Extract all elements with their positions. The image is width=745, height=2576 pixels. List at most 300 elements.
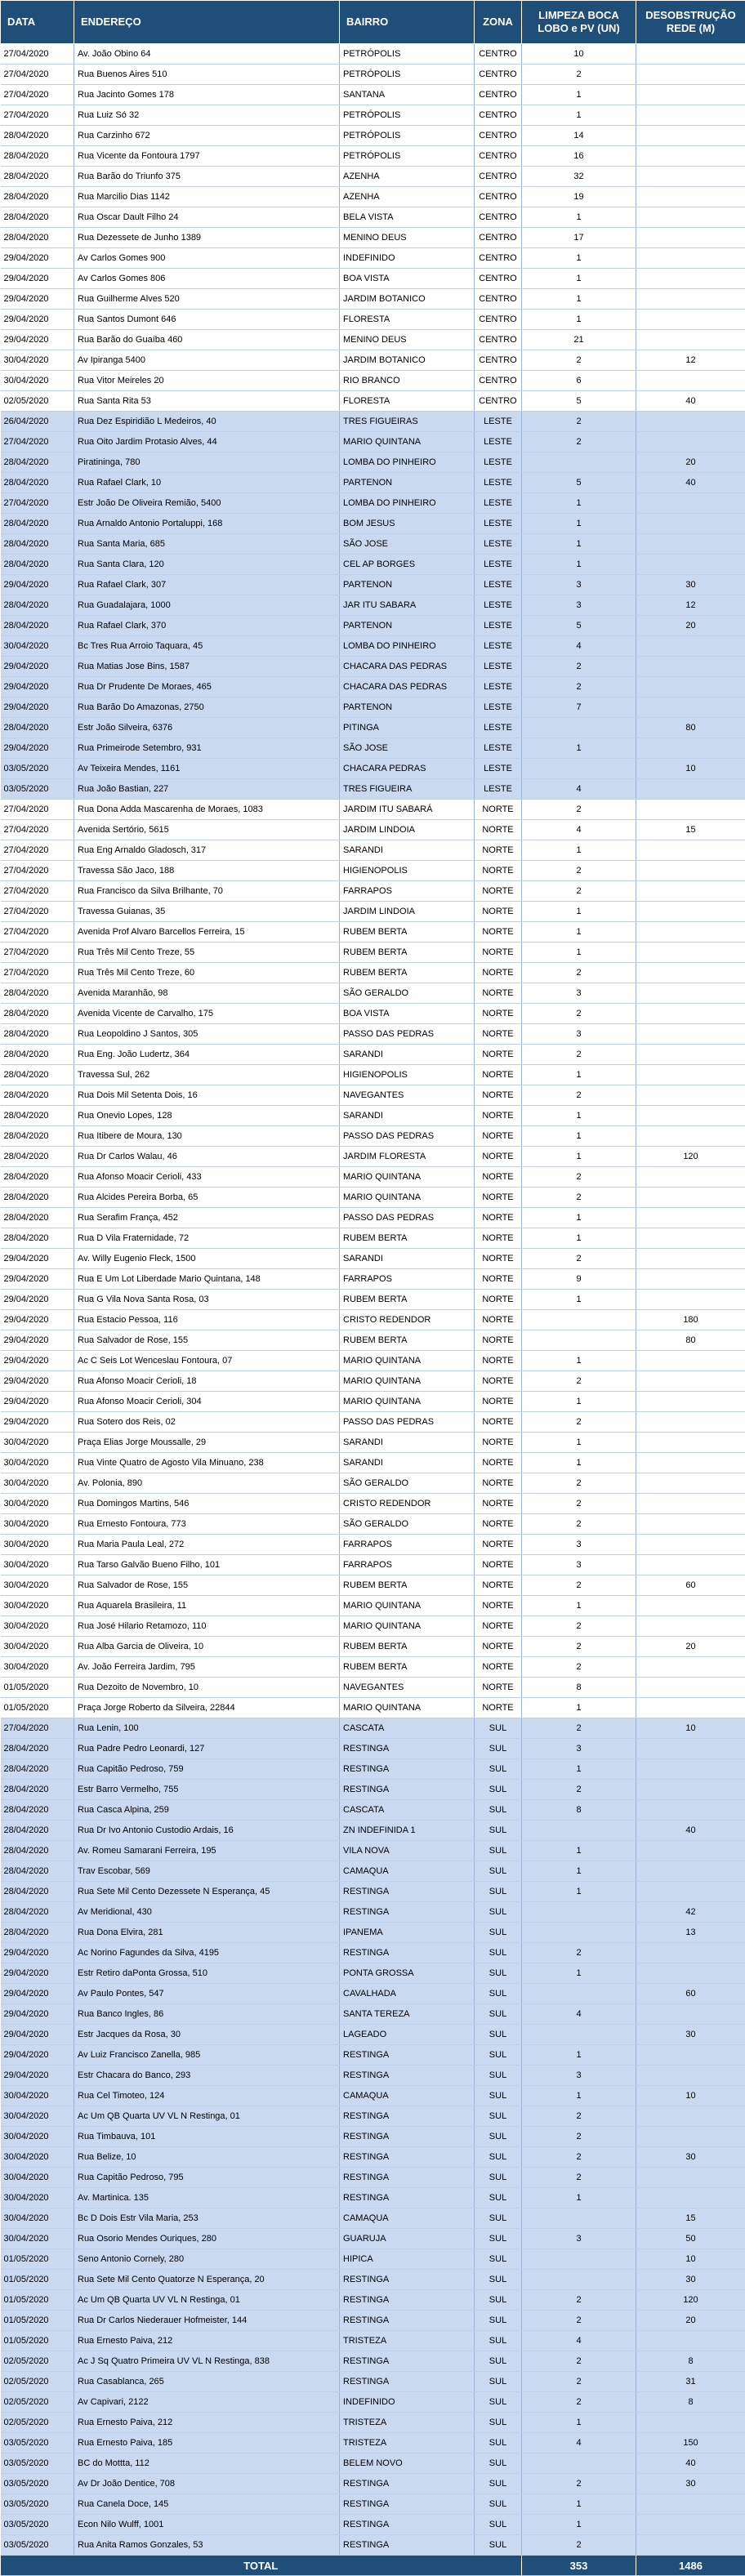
table-row xyxy=(1,2168,745,2188)
cell-limpeza: 2 xyxy=(522,1045,636,1065)
table-row xyxy=(1,2147,745,2168)
cell-bairro: RUBEM BERTA xyxy=(340,1637,475,1657)
cell-desobstrucao xyxy=(636,1433,745,1453)
cell-zona: NORTE xyxy=(475,1208,522,1228)
cell-limpeza: 2 xyxy=(522,677,636,697)
cell-zona: NORTE xyxy=(475,820,522,840)
cell-zona: LESTE xyxy=(475,493,522,514)
table-row xyxy=(1,310,745,330)
cell-limpeza: 2 xyxy=(522,65,636,85)
cell-desobstrucao xyxy=(636,2413,745,2433)
cell-bairro: MENINO DEUS xyxy=(340,228,475,248)
cell-data: 28/04/2020 xyxy=(1,595,74,616)
cell-bairro: TRISTEZA xyxy=(340,2331,475,2351)
cell-limpeza: 3 xyxy=(522,595,636,616)
cell-endereco: Rua D Vila Fraternidade, 72 xyxy=(74,1228,340,1249)
cell-data: 30/04/2020 xyxy=(1,1514,74,1535)
cell-limpeza: 1 xyxy=(522,1392,636,1412)
cell-endereco: Rua Capitão Pedroso, 795 xyxy=(74,2168,340,2188)
cell-zona: NORTE xyxy=(475,1126,522,1147)
cell-zona: SUL xyxy=(475,2535,522,2556)
cell-desobstrucao xyxy=(636,2066,745,2086)
cell-bairro: IPANEMA xyxy=(340,1923,475,1943)
cell-bairro: MARIO QUINTANA xyxy=(340,1596,475,1616)
cell-data: 27/04/2020 xyxy=(1,800,74,820)
cell-zona: NORTE xyxy=(475,1269,522,1290)
cell-data: 03/05/2020 xyxy=(1,759,74,779)
cell-desobstrucao xyxy=(636,85,745,105)
table-row xyxy=(1,187,745,207)
cell-zona: SUL xyxy=(475,1780,522,1800)
cell-limpeza: 2 xyxy=(522,1780,636,1800)
cell-zona: NORTE xyxy=(475,1657,522,1678)
cell-data: 30/04/2020 xyxy=(1,2188,74,2208)
table-row xyxy=(1,350,745,371)
cell-endereco: Av Meridional, 430 xyxy=(74,1902,340,1923)
cell-data: 02/05/2020 xyxy=(1,2351,74,2372)
cell-endereco: Rua Marcilio Dias 1142 xyxy=(74,187,340,207)
cell-data: 28/04/2020 xyxy=(1,1739,74,1759)
cell-desobstrucao xyxy=(636,1596,745,1616)
cell-limpeza: 3 xyxy=(522,1024,636,1045)
cell-endereco: Rua Santa Rita 53 xyxy=(74,391,340,412)
cell-limpeza: 2 xyxy=(522,881,636,902)
cell-endereco: Ac C Seis Lot Wenceslau Fontoura, 07 xyxy=(74,1351,340,1371)
table-row xyxy=(1,697,745,718)
cell-desobstrucao xyxy=(636,2494,745,2515)
cell-endereco: Rua Dona Elvira, 281 xyxy=(74,1923,340,1943)
cell-data: 29/04/2020 xyxy=(1,1351,74,1371)
cell-limpeza: 32 xyxy=(522,167,636,187)
cell-data: 27/04/2020 xyxy=(1,65,74,85)
cell-data: 28/04/2020 xyxy=(1,146,74,167)
table-row xyxy=(1,1963,745,1984)
cell-bairro: TRISTEZA xyxy=(340,2413,475,2433)
cell-data: 27/04/2020 xyxy=(1,44,74,65)
cell-limpeza: 2 xyxy=(522,657,636,677)
cell-limpeza: 2 xyxy=(522,2311,636,2331)
cell-data: 03/05/2020 xyxy=(1,2515,74,2535)
table-row xyxy=(1,207,745,228)
table-row xyxy=(1,1923,745,1943)
cell-zona: SUL xyxy=(475,2229,522,2249)
cell-endereco: Econ Nilo Wulff, 1001 xyxy=(74,2515,340,2535)
cell-zona: SUL xyxy=(475,2270,522,2290)
cell-zona: NORTE xyxy=(475,1698,522,1718)
table-row xyxy=(1,1698,745,1718)
cell-bairro: SARANDI xyxy=(340,1045,475,1065)
cell-zona: CENTRO xyxy=(475,126,522,146)
cell-endereco: Rua Vicente da Fontoura 1797 xyxy=(74,146,340,167)
cell-desobstrucao xyxy=(636,1698,745,1718)
cell-zona: LESTE xyxy=(475,657,522,677)
cell-desobstrucao: 20 xyxy=(636,1637,745,1657)
cell-limpeza: 5 xyxy=(522,473,636,493)
cell-data: 28/04/2020 xyxy=(1,1085,74,1106)
cell-limpeza xyxy=(522,759,636,779)
table-row xyxy=(1,2433,745,2453)
cell-endereco: Rua Lenin, 100 xyxy=(74,1718,340,1739)
table-row xyxy=(1,881,745,902)
cell-endereco: Rua Osorio Mendes Ouriques, 280 xyxy=(74,2229,340,2249)
cell-bairro: BOA VISTA xyxy=(340,269,475,289)
cell-endereco: Rua Capitão Pedroso, 759 xyxy=(74,1759,340,1780)
table-row xyxy=(1,616,745,636)
cell-bairro: FARRAPOS xyxy=(340,1269,475,1290)
table-row xyxy=(1,1249,745,1269)
cell-zona: CENTRO xyxy=(475,330,522,350)
cell-limpeza: 2 xyxy=(522,2290,636,2311)
cell-limpeza: 1 xyxy=(522,840,636,861)
cell-bairro: AZENHA xyxy=(340,167,475,187)
table-row xyxy=(1,1494,745,1514)
cell-limpeza: 1 xyxy=(522,1290,636,1310)
cell-data: 29/04/2020 xyxy=(1,1330,74,1351)
cell-data: 30/04/2020 xyxy=(1,2106,74,2127)
cell-zona: NORTE xyxy=(475,1371,522,1392)
cell-limpeza: 8 xyxy=(522,1800,636,1821)
cell-desobstrucao: 42 xyxy=(636,1902,745,1923)
table-row xyxy=(1,1453,745,1473)
cell-data: 27/04/2020 xyxy=(1,963,74,983)
cell-zona: SUL xyxy=(475,2311,522,2331)
cell-bairro: SANTANA xyxy=(340,85,475,105)
cell-desobstrucao xyxy=(636,1616,745,1637)
cell-bairro: RUBEM BERTA xyxy=(340,1290,475,1310)
cell-limpeza: 2 xyxy=(522,2474,636,2494)
cell-desobstrucao xyxy=(636,1963,745,1984)
cell-data: 30/04/2020 xyxy=(1,1535,74,1555)
table-row xyxy=(1,2188,745,2208)
table-row xyxy=(1,1392,745,1412)
cell-endereco: Av. João Ferreira Jardim, 795 xyxy=(74,1657,340,1678)
cell-desobstrucao xyxy=(636,2515,745,2535)
cell-data: 28/04/2020 xyxy=(1,1106,74,1126)
cell-endereco: Rua Buenos Aires 510 xyxy=(74,65,340,85)
cell-zona: NORTE xyxy=(475,1167,522,1188)
cell-endereco: Rua Rafael Clark, 10 xyxy=(74,473,340,493)
cell-endereco: Seno Antonio Cornely, 280 xyxy=(74,2249,340,2270)
cell-bairro: SÃO JOSE xyxy=(340,534,475,555)
cell-zona: NORTE xyxy=(475,1351,522,1371)
table-row xyxy=(1,1759,745,1780)
table-row xyxy=(1,1433,745,1453)
cell-data: 30/04/2020 xyxy=(1,2168,74,2188)
cell-limpeza: 2 xyxy=(522,412,636,432)
cell-bairro: RUBEM BERTA xyxy=(340,963,475,983)
cell-endereco: Rua Afonso Moacir Cerioli, 18 xyxy=(74,1371,340,1392)
table-row xyxy=(1,85,745,105)
cell-endereco: Rua Arnaldo Antonio Portaluppi, 168 xyxy=(74,514,340,534)
cell-zona: LESTE xyxy=(475,677,522,697)
cell-limpeza: 2 xyxy=(522,1943,636,1963)
cell-data: 29/04/2020 xyxy=(1,2066,74,2086)
cell-desobstrucao: 40 xyxy=(636,391,745,412)
cell-zona: NORTE xyxy=(475,922,522,943)
cell-bairro: PARTENON xyxy=(340,473,475,493)
cell-endereco: Rua Guadalajara, 1000 xyxy=(74,595,340,616)
cell-bairro: RESTINGA xyxy=(340,1943,475,1963)
cell-desobstrucao xyxy=(636,881,745,902)
cell-bairro: SÃO GERALDO xyxy=(340,983,475,1004)
table-row xyxy=(1,595,745,616)
cell-limpeza: 1 xyxy=(522,943,636,963)
cell-endereco: Rua Casablanca, 265 xyxy=(74,2372,340,2392)
table-row xyxy=(1,1616,745,1637)
cell-data: 28/04/2020 xyxy=(1,126,74,146)
cell-bairro: PETRÓPOLIS xyxy=(340,44,475,65)
cell-limpeza: 2 xyxy=(522,2147,636,2168)
cell-endereco: Rua Eng Arnaldo Gladosch, 317 xyxy=(74,840,340,861)
table-row xyxy=(1,248,745,269)
cell-data: 29/04/2020 xyxy=(1,1290,74,1310)
cell-desobstrucao xyxy=(636,636,745,657)
cell-bairro: RESTINGA xyxy=(340,2168,475,2188)
cell-zona: SUL xyxy=(475,1861,522,1882)
cell-zona: SUL xyxy=(475,2331,522,2351)
cell-limpeza xyxy=(522,2025,636,2045)
cell-zona: NORTE xyxy=(475,1412,522,1433)
cell-desobstrucao xyxy=(636,1861,745,1882)
cell-zona: CENTRO xyxy=(475,65,522,85)
cell-data: 29/04/2020 xyxy=(1,738,74,759)
table-row xyxy=(1,718,745,738)
cell-desobstrucao xyxy=(636,167,745,187)
table-row xyxy=(1,65,745,85)
cell-limpeza: 1 xyxy=(522,902,636,922)
cell-endereco: Rua Dezoito de Novembro, 10 xyxy=(74,1678,340,1698)
cell-endereco: Praça Elias Jorge Moussalle, 29 xyxy=(74,1433,340,1453)
cell-bairro: RESTINGA xyxy=(340,2535,475,2556)
cell-zona: NORTE xyxy=(475,1188,522,1208)
cell-desobstrucao: 10 xyxy=(636,759,745,779)
header-limpeza: LIMPEZA BOCA LOBO e PV (UN) xyxy=(522,1,636,44)
cell-bairro: MARIO QUINTANA xyxy=(340,1371,475,1392)
table-row xyxy=(1,2311,745,2331)
cell-zona: NORTE xyxy=(475,983,522,1004)
cell-bairro: RUBEM BERTA xyxy=(340,1330,475,1351)
cell-zona: SUL xyxy=(475,2025,522,2045)
table-row xyxy=(1,1269,745,1290)
cell-desobstrucao xyxy=(636,1249,745,1269)
cell-bairro: SARANDI xyxy=(340,1249,475,1269)
cell-desobstrucao xyxy=(636,2106,745,2127)
cell-endereco: Rua Barão do Triunfo 375 xyxy=(74,167,340,187)
cell-bairro: BELEM NOVO xyxy=(340,2453,475,2474)
cell-desobstrucao: 30 xyxy=(636,2474,745,2494)
cell-limpeza: 4 xyxy=(522,2433,636,2453)
cell-data: 27/04/2020 xyxy=(1,85,74,105)
cell-desobstrucao: 150 xyxy=(636,2433,745,2453)
cell-data: 29/04/2020 xyxy=(1,310,74,330)
cell-bairro: RESTINGA xyxy=(340,1882,475,1902)
cell-limpeza: 5 xyxy=(522,391,636,412)
cell-bairro: MARIO QUINTANA xyxy=(340,1392,475,1412)
cell-bairro: BOA VISTA xyxy=(340,1004,475,1024)
cell-data: 28/04/2020 xyxy=(1,983,74,1004)
cell-endereco: Rua Dez Espiridião L Medeiros, 40 xyxy=(74,412,340,432)
cell-endereco: Rua Eng. João Ludertz, 364 xyxy=(74,1045,340,1065)
cell-desobstrucao xyxy=(636,1678,745,1698)
cell-endereco: Rua Serafim França, 452 xyxy=(74,1208,340,1228)
cell-bairro: RUBEM BERTA xyxy=(340,1575,475,1596)
cell-desobstrucao xyxy=(636,2331,745,2351)
cell-limpeza: 2 xyxy=(522,2372,636,2392)
cell-bairro: TRISTEZA xyxy=(340,2433,475,2453)
cell-desobstrucao xyxy=(636,779,745,800)
cell-desobstrucao: 30 xyxy=(636,2147,745,2168)
cell-bairro: SÃO JOSE xyxy=(340,738,475,759)
cell-desobstrucao xyxy=(636,269,745,289)
cell-endereco: Estr João Silveira, 6376 xyxy=(74,718,340,738)
cell-desobstrucao xyxy=(636,677,745,697)
cell-desobstrucao xyxy=(636,657,745,677)
cell-zona: NORTE xyxy=(475,1310,522,1330)
cell-limpeza: 1 xyxy=(522,105,636,126)
cell-limpeza: 1 xyxy=(522,1453,636,1473)
cell-endereco: Av Capivari, 2122 xyxy=(74,2392,340,2413)
cell-data: 01/05/2020 xyxy=(1,2249,74,2270)
cell-bairro: NAVEGANTES xyxy=(340,1085,475,1106)
table-row xyxy=(1,861,745,881)
cell-data: 29/04/2020 xyxy=(1,697,74,718)
table-row xyxy=(1,1045,745,1065)
cell-desobstrucao xyxy=(636,310,745,330)
cell-endereco: Rua Santa Clara, 120 xyxy=(74,555,340,575)
cell-endereco: Av. Martinica. 135 xyxy=(74,2188,340,2208)
table-row xyxy=(1,2004,745,2025)
table-row xyxy=(1,2025,745,2045)
table-row xyxy=(1,1984,745,2004)
cell-zona: SUL xyxy=(475,2147,522,2168)
cell-endereco: Rua Timbauva, 101 xyxy=(74,2127,340,2147)
cell-desobstrucao: 20 xyxy=(636,616,745,636)
cell-endereco: Rua Maria Paula Leal, 272 xyxy=(74,1535,340,1555)
table-row xyxy=(1,269,745,289)
cell-data: 29/04/2020 xyxy=(1,1310,74,1330)
cell-desobstrucao xyxy=(636,1882,745,1902)
cell-data: 28/04/2020 xyxy=(1,1861,74,1882)
cell-bairro: PASSO DAS PEDRAS xyxy=(340,1412,475,1433)
table-row xyxy=(1,2045,745,2066)
cell-desobstrucao xyxy=(636,1555,745,1575)
cell-bairro: RESTINGA xyxy=(340,2372,475,2392)
cell-data: 03/05/2020 xyxy=(1,2433,74,2453)
table-row xyxy=(1,1657,745,1678)
cell-limpeza: 1 xyxy=(522,269,636,289)
cell-zona: LESTE xyxy=(475,697,522,718)
cell-limpeza: 4 xyxy=(522,636,636,657)
cell-bairro: CAMAQUA xyxy=(340,2086,475,2106)
cell-bairro: SÃO GERALDO xyxy=(340,1514,475,1535)
cell-bairro: RESTINGA xyxy=(340,2515,475,2535)
cell-limpeza xyxy=(522,2453,636,2474)
cell-endereco: Rua Dr Ivo Antonio Custodio Ardais, 16 xyxy=(74,1821,340,1841)
cell-bairro: RUBEM BERTA xyxy=(340,943,475,963)
cell-bairro: CAMAQUA xyxy=(340,1861,475,1882)
cell-endereco: Av. João Obino 64 xyxy=(74,44,340,65)
table-row xyxy=(1,1473,745,1494)
cell-limpeza: 2 xyxy=(522,963,636,983)
cell-zona: CENTRO xyxy=(475,146,522,167)
cell-desobstrucao xyxy=(636,555,745,575)
cell-data: 03/05/2020 xyxy=(1,2453,74,2474)
cell-endereco: Rua Casca Alpina, 259 xyxy=(74,1800,340,1821)
cell-data: 02/05/2020 xyxy=(1,2392,74,2413)
table-row xyxy=(1,1126,745,1147)
cell-endereco: Rua João Bastian, 227 xyxy=(74,779,340,800)
cell-bairro: JAR ITU SABARA xyxy=(340,595,475,616)
table-row xyxy=(1,1208,745,1228)
cell-desobstrucao: 30 xyxy=(636,2270,745,2290)
cell-data: 27/04/2020 xyxy=(1,902,74,922)
table-row xyxy=(1,1882,745,1902)
cell-bairro: RESTINGA xyxy=(340,1759,475,1780)
table-row xyxy=(1,2413,745,2433)
cell-bairro: PITINGA xyxy=(340,718,475,738)
cell-zona: SUL xyxy=(475,2066,522,2086)
cell-bairro: CHACARA DAS PEDRAS xyxy=(340,677,475,697)
table-row xyxy=(1,677,745,697)
cell-zona: NORTE xyxy=(475,1494,522,1514)
cell-limpeza: 1 xyxy=(522,1208,636,1228)
cell-endereco: Rua Três Mil Cento Treze, 60 xyxy=(74,963,340,983)
cell-endereco: Rua Barão Do Amazonas, 2750 xyxy=(74,697,340,718)
cell-desobstrucao xyxy=(636,1453,745,1473)
cell-limpeza xyxy=(522,1330,636,1351)
cell-endereco: Rua Tarso Galvão Bueno Filho, 101 xyxy=(74,1555,340,1575)
cell-zona: NORTE xyxy=(475,1596,522,1616)
table-row xyxy=(1,371,745,391)
cell-data: 29/04/2020 xyxy=(1,677,74,697)
table-row xyxy=(1,1147,745,1167)
cell-desobstrucao xyxy=(636,1841,745,1861)
cell-endereco: BC do Mottta, 112 xyxy=(74,2453,340,2474)
cell-zona: CENTRO xyxy=(475,371,522,391)
cell-desobstrucao xyxy=(636,1800,745,1821)
cell-limpeza: 21 xyxy=(522,330,636,350)
cell-zona: SUL xyxy=(475,2351,522,2372)
cell-desobstrucao xyxy=(636,1351,745,1371)
cell-desobstrucao xyxy=(636,289,745,310)
table-row xyxy=(1,452,745,473)
cell-bairro: RESTINGA xyxy=(340,2188,475,2208)
cell-bairro: RESTINGA xyxy=(340,2474,475,2494)
cell-limpeza xyxy=(522,452,636,473)
cell-data: 03/05/2020 xyxy=(1,2494,74,2515)
cell-limpeza: 2 xyxy=(522,1085,636,1106)
cell-desobstrucao: 120 xyxy=(636,1147,745,1167)
cell-zona: CENTRO xyxy=(475,310,522,330)
cell-data: 27/04/2020 xyxy=(1,881,74,902)
cell-data: 29/04/2020 xyxy=(1,289,74,310)
cell-bairro: AZENHA xyxy=(340,187,475,207)
table-row xyxy=(1,1861,745,1882)
cell-limpeza: 1 xyxy=(522,1841,636,1861)
cell-limpeza: 3 xyxy=(522,575,636,595)
cell-endereco: Av Ipiranga 5400 xyxy=(74,350,340,371)
cell-endereco: Rua Afonso Moacir Cerioli, 433 xyxy=(74,1167,340,1188)
cell-desobstrucao xyxy=(636,1514,745,1535)
cell-desobstrucao xyxy=(636,207,745,228)
cell-bairro: RESTINGA xyxy=(340,1780,475,1800)
table-row xyxy=(1,1637,745,1657)
cell-bairro: JARDIM LINDOIA xyxy=(340,820,475,840)
cell-zona: NORTE xyxy=(475,1085,522,1106)
cell-desobstrucao: 60 xyxy=(636,1575,745,1596)
cell-bairro: PASSO DAS PEDRAS xyxy=(340,1208,475,1228)
cell-limpeza: 2 xyxy=(522,1412,636,1433)
